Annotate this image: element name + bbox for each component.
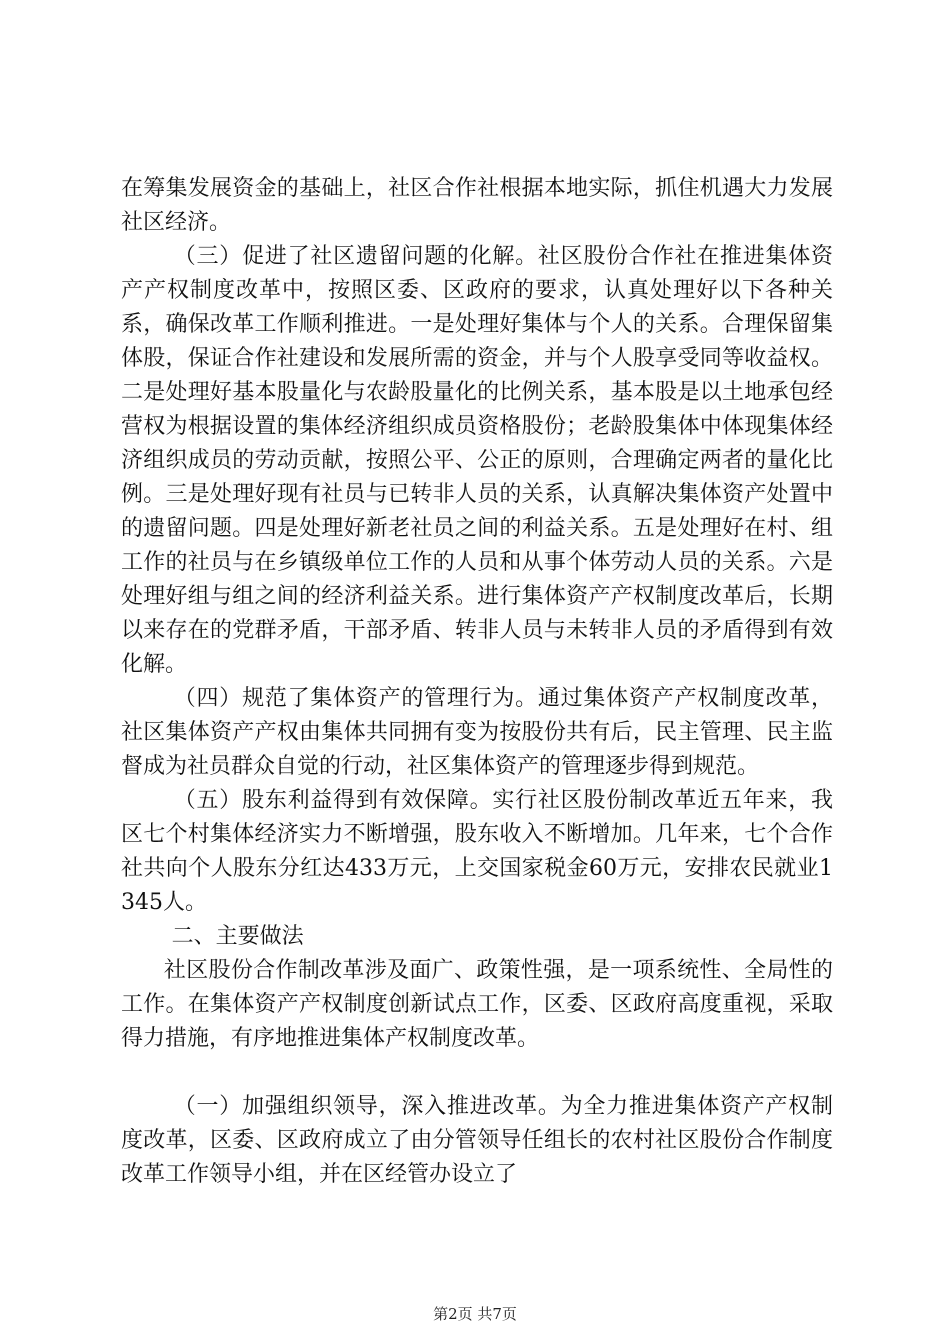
paragraph-practices-intro: 社区股份合作制改革涉及面广、政策性强，是一项系统性、全局性的工作。在集体资产产权制度创新试点工作，区委、区政府高度重视，采取得力措施，有序地推进集体产权制度改革。 [121, 958, 833, 1051]
paragraph-section-three: （三）促进了社区遗留问题的化解。社区股份合作社在推进集体资产产权制度改革中，按照区委、区政府的要求，认真处理好以下各种关系，确保改革工作顺利推进。一是处理好集体与个人的关系。合理保留集体股，保证合作社建设和发展所需的资金，并与个人股享受同等收益权。二是处理好基本股量化与农龄股量化的比例关系，基本股是以土地承包经营权为根据设置的集体经济组织成员资格股份；老龄股集体中体现集体经济组织成员的劳动贡献，按照公平、公正的原则，合理确定两者的量化比例。三是处理好现有社员与已转非人员的关系，认真解决集体资产处置中的遗留问题。四是处理好新老社员之间的利益关系。五是处理好在村、组工作的社员与在乡镇级单位工作的人员和从事个体劳动人员的关系。六是处理好组与组之间的经济利益关系。进行集体资产产权制度改革后，长期以来存在的党群矛盾，干部矛盾、转非人员与未转非人员的矛盾得到有效化解。 [121, 244, 833, 677]
section-heading-main-practices: 二、主要做法 [171, 924, 304, 949]
paragraph-spacer [121, 1056, 833, 1090]
paragraph-practice-one: （一）加强组织领导，深入推进改革。为全力推进集体资产产权制度改革，区委、区政府成立了由分管领导任组长的农村社区股份合作制度改革工作领导小组，并在区经管办设立了 [121, 1094, 833, 1187]
page-number-footer: 第2页 共7页 [433, 1305, 517, 1323]
document-body [121, 172, 833, 1192]
paragraph-continuation: 在筹集发展资金的基础上，社区合作社根据本地实际，抓住机遇大力发展社区经济。 [121, 176, 833, 235]
paragraph-section-four: （四）规范了集体资产的管理行为。通过集体资产产权制度改革，社区集体资产产权由集体共同拥有变为按股份共有后，民主管理、民主监督成为社员群众自觉的行动，社区集体资产的管理逐步得到规范。 [121, 686, 833, 779]
paragraph-section-five: （五）股东利益得到有效保障。实行社区股份制改革近五年来，我区七个村集体经济实力不断增强，股东收入不断增加。几年来，七个合作社共向个人股东分红达433万元，上交国家税金60万元，安排农民就业1345人。 [121, 788, 833, 915]
